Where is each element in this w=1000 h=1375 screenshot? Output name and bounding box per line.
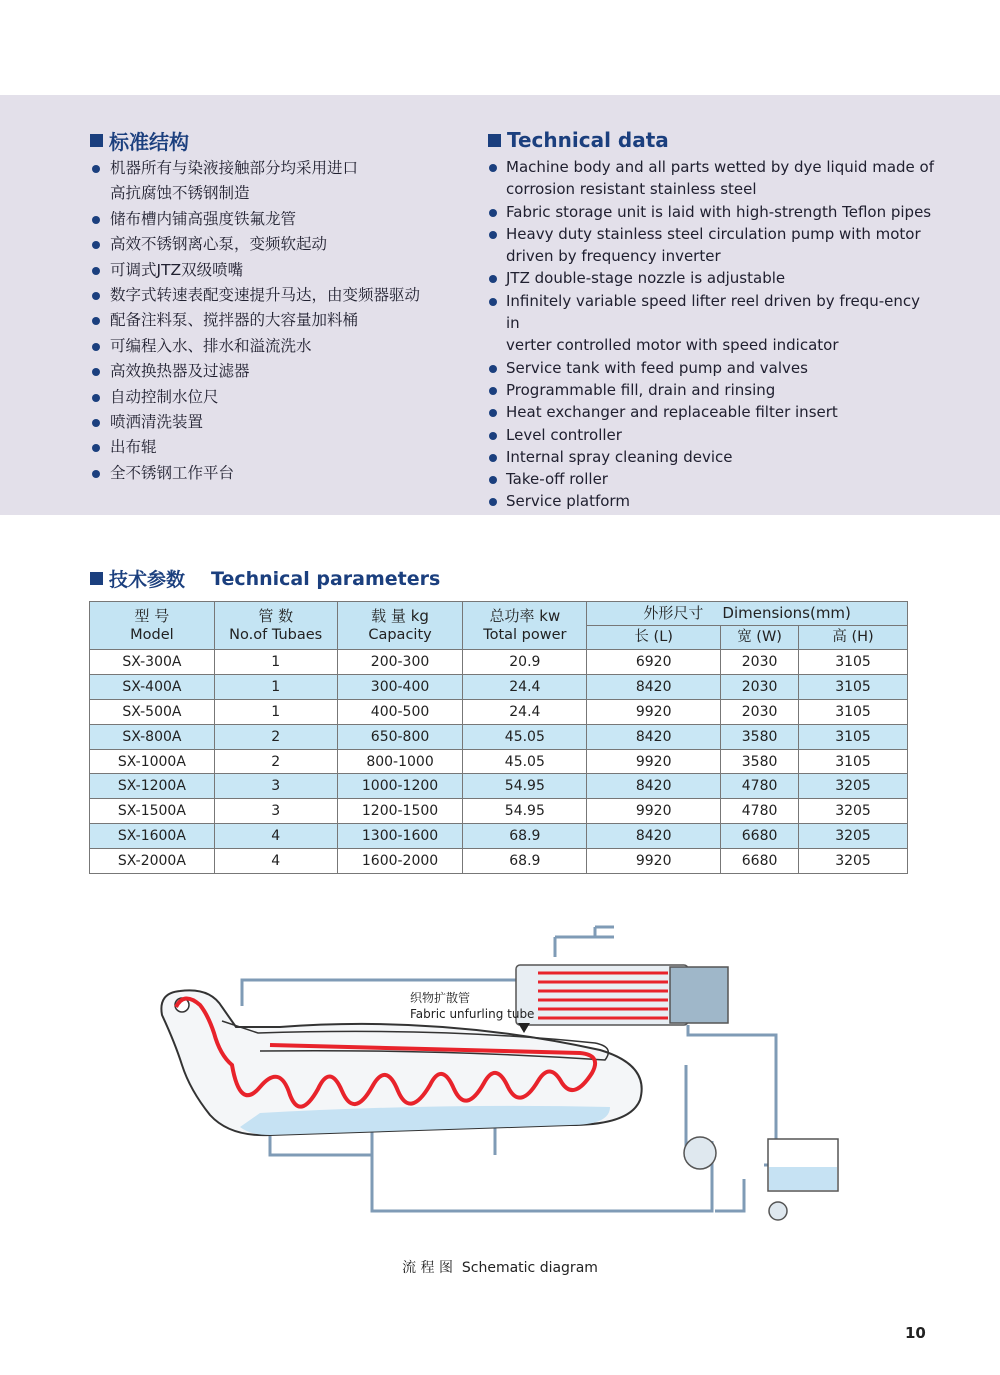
list-item: 高效换热器及过滤器 <box>90 359 490 384</box>
list-item: 喷洒清洗装置 <box>90 410 490 435</box>
list-item: 储布槽内铺高强度铁氟龙管 <box>90 207 490 232</box>
bullet-icon <box>92 292 100 300</box>
bullet-icon <box>489 209 497 217</box>
header-tubes: 管 数 No.of Tubaes <box>214 602 337 650</box>
cell-power: 54.95 <box>463 799 587 824</box>
features-en-heading: Technical data <box>488 128 938 152</box>
schematic-diagram <box>140 915 860 1235</box>
bullet-icon <box>489 476 497 484</box>
table-row <box>90 699 908 724</box>
cell-capacity: 1600-2000 <box>337 849 463 874</box>
cell-capacity: 200-300 <box>337 650 463 675</box>
bullet-icon <box>92 241 100 249</box>
cell-tubes: 1 <box>214 650 337 675</box>
list-item: 机器所有与染液接触部分均采用进口 <box>90 156 490 181</box>
cell-capacity: 1300-1600 <box>337 824 463 849</box>
header-model: 型 号 Model <box>90 602 215 650</box>
cell-capacity: 1200-1500 <box>337 799 463 824</box>
bullet-icon <box>92 419 100 427</box>
cell-model: SX-500A <box>90 699 215 724</box>
list-item: Fabric storage unit is laid with high-strength Teflon pipes <box>488 201 938 223</box>
cell-power: 24.4 <box>463 699 587 724</box>
cell-width: 2030 <box>721 650 799 675</box>
list-item: JTZ double-stage nozzle is adjustable <box>488 267 938 289</box>
cell-length: 8420 <box>587 774 721 799</box>
bullet-icon <box>489 387 497 395</box>
cell-height: 3105 <box>799 749 908 774</box>
cell-width: 6680 <box>721 849 799 874</box>
list-item: 可编程入水、排水和溢流洗水 <box>90 334 490 359</box>
cell-length: 8420 <box>587 674 721 699</box>
cell-height: 3205 <box>799 849 908 874</box>
bullet-icon <box>489 231 497 239</box>
diagram-label-cn: 织物扩散管 <box>410 991 471 1005</box>
cell-height: 3105 <box>799 674 908 699</box>
list-item: Machine body and all parts wetted by dye liquid made of <box>488 156 938 178</box>
cell-length: 9920 <box>587 749 721 774</box>
cell-capacity: 1000-1200 <box>337 774 463 799</box>
table-row <box>90 749 908 774</box>
label-pointer-arrow-icon <box>518 1023 530 1033</box>
cell-capacity: 400-500 <box>337 699 463 724</box>
cell-length: 6920 <box>587 650 721 675</box>
table-row <box>90 849 908 874</box>
diagram-label-en: Fabric unfurling tube <box>410 1007 535 1021</box>
bullet-icon <box>92 444 100 452</box>
list-item: Take-off roller <box>488 468 938 490</box>
cell-power: 20.9 <box>463 650 587 675</box>
header-power: 总功率 kw Total power <box>463 602 587 650</box>
bullet-icon <box>92 343 100 351</box>
bullet-icon <box>92 317 100 325</box>
params-table-body <box>90 650 908 874</box>
feed-pump <box>769 1202 787 1220</box>
cell-width: 2030 <box>721 674 799 699</box>
list-item: 全不锈钢工作平台 <box>90 461 490 486</box>
cell-model: SX-1500A <box>90 799 215 824</box>
table-row <box>90 674 908 699</box>
cell-width: 6680 <box>721 824 799 849</box>
features-cn-list <box>90 156 490 486</box>
cell-tubes: 1 <box>214 699 337 724</box>
circulation-pump <box>684 1137 716 1169</box>
cell-power: 45.05 <box>463 724 587 749</box>
features-cn-heading: 标准结构 <box>90 128 490 152</box>
features-en-list <box>488 156 938 513</box>
cell-length: 8420 <box>587 824 721 849</box>
cell-height: 3105 <box>799 650 908 675</box>
cell-tubes: 4 <box>214 824 337 849</box>
cell-power: 68.9 <box>463 849 587 874</box>
cell-length: 8420 <box>587 724 721 749</box>
header-capacity: 载 量 kg Capacity <box>337 602 463 650</box>
list-item: Service tank with feed pump and valves <box>488 357 938 379</box>
cell-tubes: 3 <box>214 774 337 799</box>
cell-model: SX-1000A <box>90 749 215 774</box>
cell-height: 3105 <box>799 699 908 724</box>
cell-capacity: 300-400 <box>337 674 463 699</box>
bullet-icon <box>489 365 497 373</box>
list-item: Internal spray cleaning device <box>488 446 938 468</box>
cell-width: 3580 <box>721 724 799 749</box>
bullet-icon <box>92 470 100 478</box>
cell-power: 24.4 <box>463 674 587 699</box>
cell-model: SX-1200A <box>90 774 215 799</box>
bullet-icon <box>489 498 497 506</box>
square-bullet-icon <box>488 134 501 147</box>
cell-length: 9920 <box>587 699 721 724</box>
diagram-caption: 流 程 图 Schematic diagram <box>402 1260 598 1276</box>
cell-width: 2030 <box>721 699 799 724</box>
square-bullet-icon <box>90 572 103 585</box>
bullet-icon <box>489 275 497 283</box>
cell-tubes: 2 <box>214 724 337 749</box>
table-row <box>90 724 908 749</box>
service-tank-liquid <box>769 1167 837 1190</box>
table-row <box>90 650 908 675</box>
machine-body <box>161 965 838 1220</box>
cell-height: 3205 <box>799 824 908 849</box>
bullet-icon <box>92 165 100 173</box>
cell-height: 3205 <box>799 799 908 824</box>
cell-width: 4780 <box>721 774 799 799</box>
header-length: 长 (L) <box>587 626 721 650</box>
list-item: Programmable fill, drain and rinsing <box>488 379 938 401</box>
list-item: Service platform <box>488 490 938 512</box>
bullet-icon <box>489 432 497 440</box>
cell-capacity: 800-1000 <box>337 749 463 774</box>
cell-model: SX-300A <box>90 650 215 675</box>
cell-power: 68.9 <box>463 824 587 849</box>
cell-power: 45.05 <box>463 749 587 774</box>
cell-length: 9920 <box>587 799 721 824</box>
bullet-icon <box>489 409 497 417</box>
list-item: Heavy duty stainless steel circulation pump with motor <box>488 223 938 245</box>
cell-model: SX-1600A <box>90 824 215 849</box>
list-item: 自动控制水位尺 <box>90 385 490 410</box>
features-en-section <box>488 128 938 513</box>
bullet-icon <box>489 298 497 306</box>
list-item: Heat exchanger and replaceable filter insert <box>488 401 938 423</box>
list-item-continuation: 高抗腐蚀不锈钢制造 <box>110 184 250 203</box>
header-dimensions: 外形尺寸 Dimensions(mm) <box>587 602 908 626</box>
table-row <box>90 799 908 824</box>
pipe <box>372 1141 712 1211</box>
bullet-icon <box>92 368 100 376</box>
list-item-continuation: corrosion resistant stainless steel <box>506 180 757 199</box>
list-item-continuation: driven by frequency inverter <box>506 247 721 266</box>
cell-tubes: 2 <box>214 749 337 774</box>
list-item: 数字式转速表配变速提升马达，由变频器驱动 <box>90 283 490 308</box>
cell-height: 3105 <box>799 724 908 749</box>
filter-housing <box>670 967 728 1023</box>
cell-tubes: 1 <box>214 674 337 699</box>
list-item: Infinitely variable speed lifter reel driven by frequ-ency in <box>488 290 938 335</box>
pipe <box>555 927 614 957</box>
list-item: 出布辊 <box>90 435 490 460</box>
pipe <box>715 1179 744 1211</box>
cell-tubes: 3 <box>214 799 337 824</box>
square-bullet-icon <box>90 134 103 147</box>
list-item: Level controller <box>488 424 938 446</box>
list-item: 高效不锈钢离心泵，变频软起动 <box>90 232 490 257</box>
cell-length: 9920 <box>587 849 721 874</box>
header-width: 宽 (W) <box>721 626 799 650</box>
cell-capacity: 650-800 <box>337 724 463 749</box>
cell-model: SX-400A <box>90 674 215 699</box>
page-number: 10 <box>905 1324 926 1342</box>
list-item-continuation: verter controlled motor with speed indicator <box>506 336 839 355</box>
cell-tubes: 4 <box>214 849 337 874</box>
cell-model: SX-800A <box>90 724 215 749</box>
cell-width: 3580 <box>721 749 799 774</box>
features-cn-section <box>90 128 490 486</box>
cell-height: 3205 <box>799 774 908 799</box>
table-row <box>90 824 908 849</box>
cell-width: 4780 <box>721 799 799 824</box>
list-item: 可调式JTZ双级喷嘴 <box>90 258 490 283</box>
params-table <box>89 601 908 874</box>
cell-power: 54.95 <box>463 774 587 799</box>
list-item: 配备注料泵、搅拌器的大容量加料桶 <box>90 308 490 333</box>
cell-model: SX-2000A <box>90 849 215 874</box>
header-height: 高 (H) <box>799 626 908 650</box>
table-row <box>90 774 908 799</box>
bullet-icon <box>489 164 497 172</box>
bullet-icon <box>92 394 100 402</box>
bullet-icon <box>92 216 100 224</box>
bullet-icon <box>489 454 497 462</box>
bullet-icon <box>92 267 100 275</box>
params-heading: 技术参数 Technical parameters <box>90 565 440 592</box>
pipe <box>242 980 516 1006</box>
